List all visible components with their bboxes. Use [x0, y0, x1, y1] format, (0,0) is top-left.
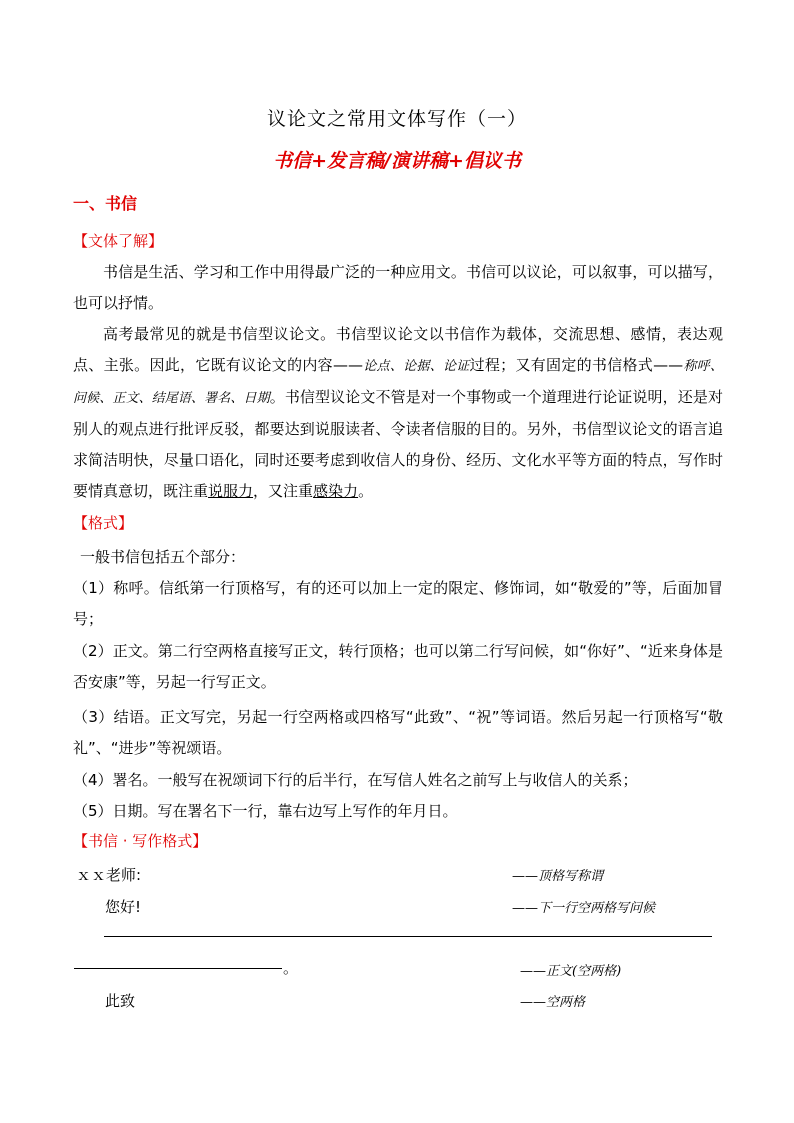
heading-genre-intro: 【文体了解】 [73, 232, 164, 250]
p2-text-d: ，又注重 [253, 482, 314, 500]
note-body: ——正文(空两格) [520, 964, 622, 979]
template-body-line-1 [104, 936, 712, 937]
format-item-3: （3）结语。正文写完，另起一行空两格或四格写“此致”、“祝”等词语。然后另起一行顶格写“敬礼”、“进步”等祝颂语。 [73, 708, 723, 757]
format-item-1: （1）称呼。信纸第一行顶格写，有的还可以加上一定的限定、修饰词，如“敬爱的”等，后面加冒号； [73, 579, 723, 628]
format-intro: 一般书信包括五个部分： [80, 548, 246, 566]
note-salutation: ——顶格写称谓 [512, 869, 604, 884]
p2-handwritten-letter-parts: 称呼、问候、正文、结尾语、署名、日期 [73, 359, 723, 406]
format-item-5: （5）日期。写在署名下一行，靠右边写上写作的年月日。 [73, 802, 458, 820]
paragraph-letter-definition: 书信是生活、学习和工作中用得最广泛的一种应用文。书信可以议论，可以叙事，可以描写，也可以抒情。 [73, 263, 723, 312]
template-body-period: 。 [283, 959, 299, 977]
heading-letter-template: 【书信 · 写作格式】 [73, 832, 208, 850]
format-item-4: （4）署名。一般写在祝颂词下行的后半行，在写信人姓名之前写上与收信人的关系； [73, 771, 638, 789]
p2-underline-appeal: 感染力 [313, 482, 359, 500]
paragraph-letter-argument [73, 319, 723, 507]
template-closing: 此致 [105, 992, 136, 1010]
p2-text-b: 过程；又有固定的书信格式—— [469, 356, 684, 374]
heading-format: 【格式】 [73, 514, 134, 532]
document-title: 议论文之常用文体写作（一） [266, 108, 527, 130]
document-subtitle: 书信+发言稿/演讲稿+倡议书 [273, 150, 521, 172]
p2-text-a: 高考最常见的就是书信型议论文。书信型议论文以书信作为载体，交流思想、感情，表达观点、主张。因此，它既有议论文的内容—— [73, 325, 723, 374]
p2-underline-persuasion: 说服力 [208, 482, 254, 500]
note-greeting: ——下一行空两格写问候 [512, 901, 656, 916]
p2-text-e: 。 [358, 482, 374, 500]
section-heading-letter: 一、书信 [73, 194, 138, 213]
note-closing: ——空两格 [520, 995, 586, 1010]
template-body-line-2 [74, 968, 282, 969]
template-greeting: 您好! [105, 898, 142, 916]
format-item-2: （2）正文。第二行空两格直接写正文，转行顶格；也可以第二行写问候，如“你好”、“近来身体是否安康”等，另起一行写正文。 [73, 642, 723, 691]
p2-text-c: 。书信型议论文不管是对一个事物或一个道理进行论证说明，还是对别人的观点进行批评反驳，都要达到说服读者、令读者信服的目的。另外，书信型议论文的语言追求简洁明快，尽量口语化，同时还要考虑到收信人的身份、经历、文化水平等方面的特点，写作时要情真意切，既注重 [73, 388, 723, 500]
p2-handwritten-argument-parts: 论点、论据、论证 [362, 359, 470, 374]
template-salutation: ｘｘ老师: [76, 866, 142, 884]
